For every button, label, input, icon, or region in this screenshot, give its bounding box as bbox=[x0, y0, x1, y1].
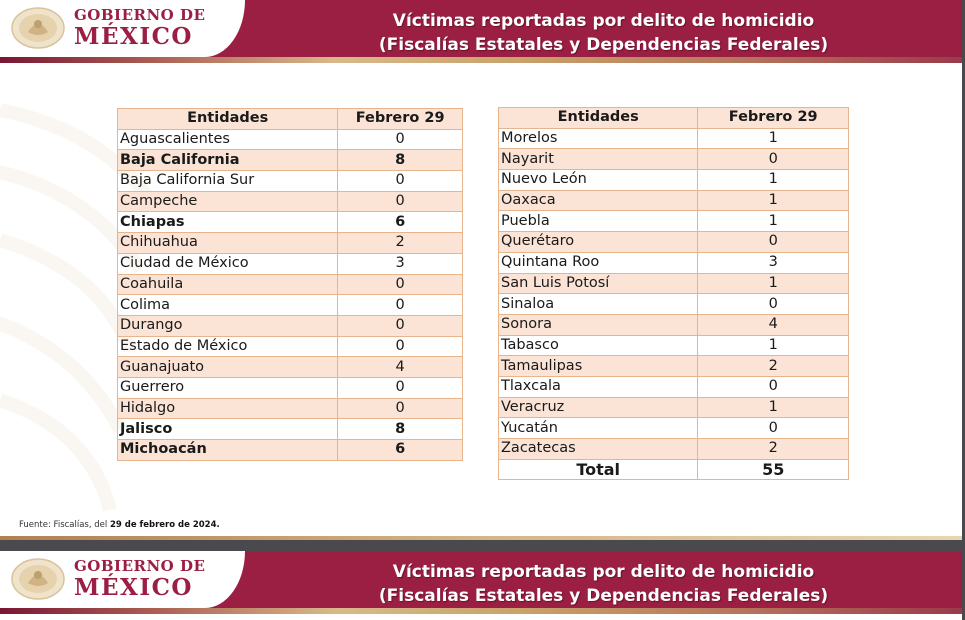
victim-count: 4 bbox=[698, 314, 849, 335]
state-name: Sonora bbox=[499, 314, 698, 335]
table-header-row bbox=[118, 109, 463, 130]
table-row bbox=[499, 418, 849, 439]
table-row bbox=[499, 149, 849, 170]
victim-count: 2 bbox=[698, 356, 849, 377]
logo-line-2: MÉXICO bbox=[74, 574, 193, 601]
page-title bbox=[245, 9, 962, 57]
victim-count: 1 bbox=[698, 273, 849, 294]
page-title bbox=[245, 560, 962, 608]
state-name: Puebla bbox=[499, 211, 698, 232]
gobierno-de-mexico-logo bbox=[74, 559, 205, 599]
state-name: Chihuahua bbox=[118, 233, 338, 254]
table-row bbox=[118, 150, 463, 171]
victim-count: 8 bbox=[338, 150, 463, 171]
victim-count: 0 bbox=[698, 232, 849, 253]
title-line-2: (Fiscalías Estatales y Dependencias Federales) bbox=[378, 586, 829, 606]
table-header-row bbox=[499, 108, 849, 129]
state-name: Veracruz bbox=[499, 397, 698, 418]
state-name: Campeche bbox=[118, 191, 338, 212]
victim-count: 1 bbox=[698, 397, 849, 418]
source-prefix: Fuente: Fiscalías, del bbox=[19, 520, 110, 530]
table-row bbox=[499, 128, 849, 149]
slide-page-2 bbox=[0, 551, 962, 620]
victim-count: 1 bbox=[698, 335, 849, 356]
source-note bbox=[19, 520, 220, 530]
state-name: Ciudad de México bbox=[118, 253, 338, 274]
state-name: Querétaro bbox=[499, 232, 698, 253]
table-row bbox=[499, 356, 849, 377]
table-row bbox=[118, 357, 463, 378]
state-name: Nuevo León bbox=[499, 170, 698, 191]
victim-count: 0 bbox=[338, 377, 463, 398]
victim-count: 3 bbox=[698, 252, 849, 273]
state-name: Nayarit bbox=[499, 149, 698, 170]
table-row bbox=[118, 191, 463, 212]
state-name: Baja California bbox=[118, 150, 338, 171]
state-name: Zacatecas bbox=[499, 439, 698, 460]
state-name: San Luis Potosí bbox=[499, 273, 698, 294]
victim-count: 1 bbox=[698, 128, 849, 149]
victim-count: 1 bbox=[698, 190, 849, 211]
state-name: Guanajuato bbox=[118, 357, 338, 378]
logo-panel bbox=[0, 551, 245, 608]
table-row bbox=[499, 294, 849, 315]
victim-count: 0 bbox=[698, 149, 849, 170]
header-gold-band bbox=[0, 608, 962, 614]
states-table-left bbox=[117, 108, 463, 461]
logo-line-1: GOBIERNO DE bbox=[74, 557, 206, 575]
victim-count: 6 bbox=[338, 212, 463, 233]
table-row bbox=[118, 171, 463, 192]
title-line-2: (Fiscalías Estatales y Dependencias Federales) bbox=[378, 35, 829, 55]
states-table-right bbox=[498, 107, 849, 480]
logo-line-2: MÉXICO bbox=[74, 23, 193, 50]
victim-count: 0 bbox=[338, 171, 463, 192]
victim-count: 0 bbox=[338, 274, 463, 295]
mexican-coat-of-arms-icon bbox=[10, 557, 66, 601]
state-name: Morelos bbox=[499, 128, 698, 149]
table-row bbox=[118, 274, 463, 295]
table-row bbox=[118, 233, 463, 254]
mexican-coat-of-arms-icon bbox=[10, 6, 66, 50]
column-header-entidades: Entidades bbox=[118, 109, 338, 130]
victim-count: 0 bbox=[338, 295, 463, 316]
table-row bbox=[118, 295, 463, 316]
table-row bbox=[499, 273, 849, 294]
logo-line-1: GOBIERNO DE bbox=[74, 6, 206, 24]
table-row bbox=[118, 440, 463, 461]
table-row bbox=[118, 315, 463, 336]
column-header-febrero-29: Febrero 29 bbox=[698, 108, 849, 129]
column-header-febrero-29: Febrero 29 bbox=[338, 109, 463, 130]
state-name: Durango bbox=[118, 315, 338, 336]
state-name: Tamaulipas bbox=[499, 356, 698, 377]
table-row bbox=[499, 232, 849, 253]
state-name: Yucatán bbox=[499, 418, 698, 439]
state-name: Guerrero bbox=[118, 377, 338, 398]
victim-count: 0 bbox=[698, 376, 849, 397]
table-row bbox=[499, 439, 849, 460]
victim-count: 0 bbox=[698, 294, 849, 315]
slide-header bbox=[0, 0, 962, 63]
state-name: Colima bbox=[118, 295, 338, 316]
table-row bbox=[499, 314, 849, 335]
table-row bbox=[499, 376, 849, 397]
table-row bbox=[499, 211, 849, 232]
state-name: Chiapas bbox=[118, 212, 338, 233]
victim-count: 1 bbox=[698, 211, 849, 232]
title-line-1: Víctimas reportadas por delito de homicidio bbox=[392, 562, 815, 582]
total-value: 55 bbox=[698, 459, 849, 480]
source-date: 29 de febrero de 2024. bbox=[109, 520, 220, 530]
victim-count: 0 bbox=[338, 398, 463, 419]
victim-count: 0 bbox=[338, 129, 463, 150]
state-name: Baja California Sur bbox=[118, 171, 338, 192]
total-label: Total bbox=[499, 459, 698, 480]
state-name: Oaxaca bbox=[499, 190, 698, 211]
header-gold-band bbox=[0, 57, 962, 63]
victim-count: 0 bbox=[338, 315, 463, 336]
state-name: Coahuila bbox=[118, 274, 338, 295]
table-row bbox=[499, 170, 849, 191]
gobierno-de-mexico-logo bbox=[74, 8, 205, 48]
logo-panel bbox=[0, 0, 245, 57]
table-row bbox=[499, 335, 849, 356]
state-name: Jalisco bbox=[118, 419, 338, 440]
victim-count: 6 bbox=[338, 440, 463, 461]
table-row bbox=[118, 212, 463, 233]
victim-count: 8 bbox=[338, 419, 463, 440]
column-header-entidades: Entidades bbox=[499, 108, 698, 129]
state-name: Tlaxcala bbox=[499, 376, 698, 397]
state-name: Hidalgo bbox=[118, 398, 338, 419]
slide-bottom-band bbox=[0, 536, 962, 540]
victim-count: 0 bbox=[338, 191, 463, 212]
state-name: Estado de México bbox=[118, 336, 338, 357]
total-row bbox=[499, 459, 849, 480]
table-row bbox=[118, 129, 463, 150]
table-row bbox=[118, 419, 463, 440]
table-row bbox=[118, 377, 463, 398]
state-name: Sinaloa bbox=[499, 294, 698, 315]
victim-count: 2 bbox=[338, 233, 463, 254]
victim-count: 1 bbox=[698, 170, 849, 191]
table-row bbox=[118, 253, 463, 274]
state-name: Aguascalientes bbox=[118, 129, 338, 150]
state-name: Tabasco bbox=[499, 335, 698, 356]
victim-count: 0 bbox=[338, 336, 463, 357]
victim-count: 4 bbox=[338, 357, 463, 378]
title-line-1: Víctimas reportadas por delito de homicidio bbox=[392, 11, 815, 31]
victim-count: 0 bbox=[698, 418, 849, 439]
table-row bbox=[499, 190, 849, 211]
state-name: Michoacán bbox=[118, 440, 338, 461]
table-row bbox=[118, 336, 463, 357]
slide-header bbox=[0, 551, 962, 614]
table-row bbox=[118, 398, 463, 419]
table-row bbox=[499, 252, 849, 273]
state-name: Quintana Roo bbox=[499, 252, 698, 273]
victim-count: 3 bbox=[338, 253, 463, 274]
table-row bbox=[499, 397, 849, 418]
victim-count: 2 bbox=[698, 439, 849, 460]
